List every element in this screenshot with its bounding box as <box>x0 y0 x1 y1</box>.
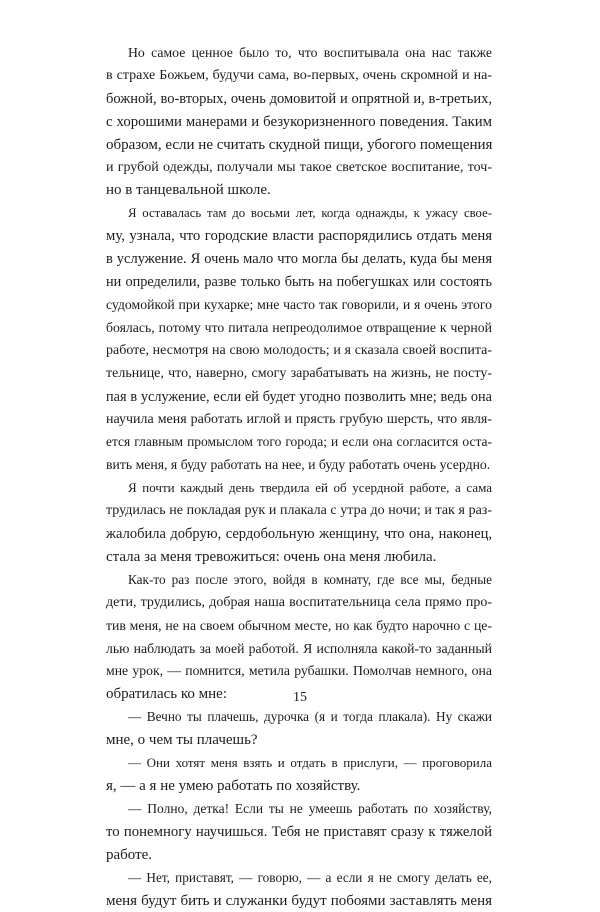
text-line: образом, если не считать скудной пищи, убогого помещения <box>106 136 493 153</box>
text-line: судомойкой при кухарке; мне часто так говорили, и я очень этого <box>106 296 492 312</box>
text-line: работе. <box>106 846 153 863</box>
text-line: вить меня, я буду работать на нее, и буду работать очень усердно. <box>106 457 491 473</box>
text-line: — Нет, приставят, — говорю, — а если я не смогу делать ее, <box>128 869 492 885</box>
text-line: тив меня, не на своем обычном месте, но как будто нарочно с це- <box>106 617 492 633</box>
text-line: ется главным промыслом того города; и если она согласится оста- <box>106 434 492 450</box>
text-line: — Вечно ты плачешь, дурочка (я и тогда плакала). Ну скажи <box>128 709 492 725</box>
text-line: жалобила добрую, сердобольную женщину, что она, наконец, <box>106 526 492 543</box>
text-line: я, — а я не умею работать по хозяйству. <box>106 778 361 794</box>
paragraph <box>106 202 492 477</box>
paragraph <box>106 706 492 752</box>
paragraph <box>106 477 492 569</box>
text-line: тельнице, что, наверно, смогу зарабатывать на жизнь, не посту- <box>106 365 492 381</box>
text-line: ни определили, разве только быть на побегушках или состоять <box>106 274 492 291</box>
text-line: научила меня работать иглой и прясть грубую шерсть, что явля- <box>106 411 492 427</box>
text-line: лью наблюдать за моей работой. Я исполняла какой-то заданный <box>106 640 492 656</box>
text-line: трудилась не покладая рук и плакала с утра до ночи; и так я раз- <box>106 503 492 519</box>
text-line: и грубой одежды, получали мы такое светское воспитание, точ- <box>106 159 492 175</box>
text-line: в услужение. Я очень мало что могла бы делать, куда бы меня <box>106 251 492 268</box>
text-line: Но самое ценное было то, что воспитывала она нас также <box>128 45 492 60</box>
body-text <box>106 42 492 912</box>
text-line: то понемногу научишься. Тебя не приставят сразу к тяжелой <box>106 823 492 840</box>
text-line: но в танцевальной школе. <box>106 182 271 199</box>
text-line: — Полно, детка! Если ты не умеешь работать по хозяйству, <box>128 800 492 816</box>
text-line: — Они хотят меня взять и отдать в прислуги, — проговорила <box>128 755 492 771</box>
text-line: в страхе Божьем, будучи сама, во-первых, очень скромной и на- <box>106 67 492 83</box>
text-line: му, узнала, что городские власти распорядились отдать меня <box>106 228 492 245</box>
text-line: Я оставалась там до восьми лет, когда однажды, к ужасу свое- <box>128 206 492 221</box>
text-line: Как-то раз после этого, войдя в комнату, где все мы, бедные <box>128 571 492 587</box>
text-line: дети, трудились, добрая наша воспитательница села прямо про- <box>106 594 492 610</box>
text-line: меня будут бить и служанки будут побоями заставлять меня <box>106 892 492 909</box>
text-line: пая в услужение, если ей будет угодно позволить мне; ведь она <box>106 388 492 405</box>
text-line: божной, во-вторых, очень домовитой и опрятной и, в-третьих, <box>106 90 492 107</box>
text-line: обратилась ко мне: <box>106 686 227 703</box>
page-number: 15 <box>293 690 307 705</box>
paragraph <box>106 42 492 202</box>
paragraph <box>106 867 492 912</box>
paragraph <box>106 752 492 798</box>
text-line: мне урок, — помнится, метила рубашки. Помолчав немного, она <box>106 663 492 679</box>
text-line: мне, о чем ты плачешь? <box>106 732 258 749</box>
text-line: Я почти каждый день твердила ей об усердной работе, а сама <box>128 480 492 496</box>
text-line: стала за меня тревожиться: очень она меня любила. <box>106 548 437 565</box>
paragraph <box>106 569 492 706</box>
paragraph <box>106 798 492 867</box>
text-line: боялась, потому что питала непреодолимое отвращение к черной <box>106 319 492 335</box>
text-line: с хорошими манерами и безукоризненного поведения. Таким <box>106 113 492 130</box>
text-line: работе, несмотря на свою молодость; и я сказала своей воспита- <box>106 342 492 358</box>
